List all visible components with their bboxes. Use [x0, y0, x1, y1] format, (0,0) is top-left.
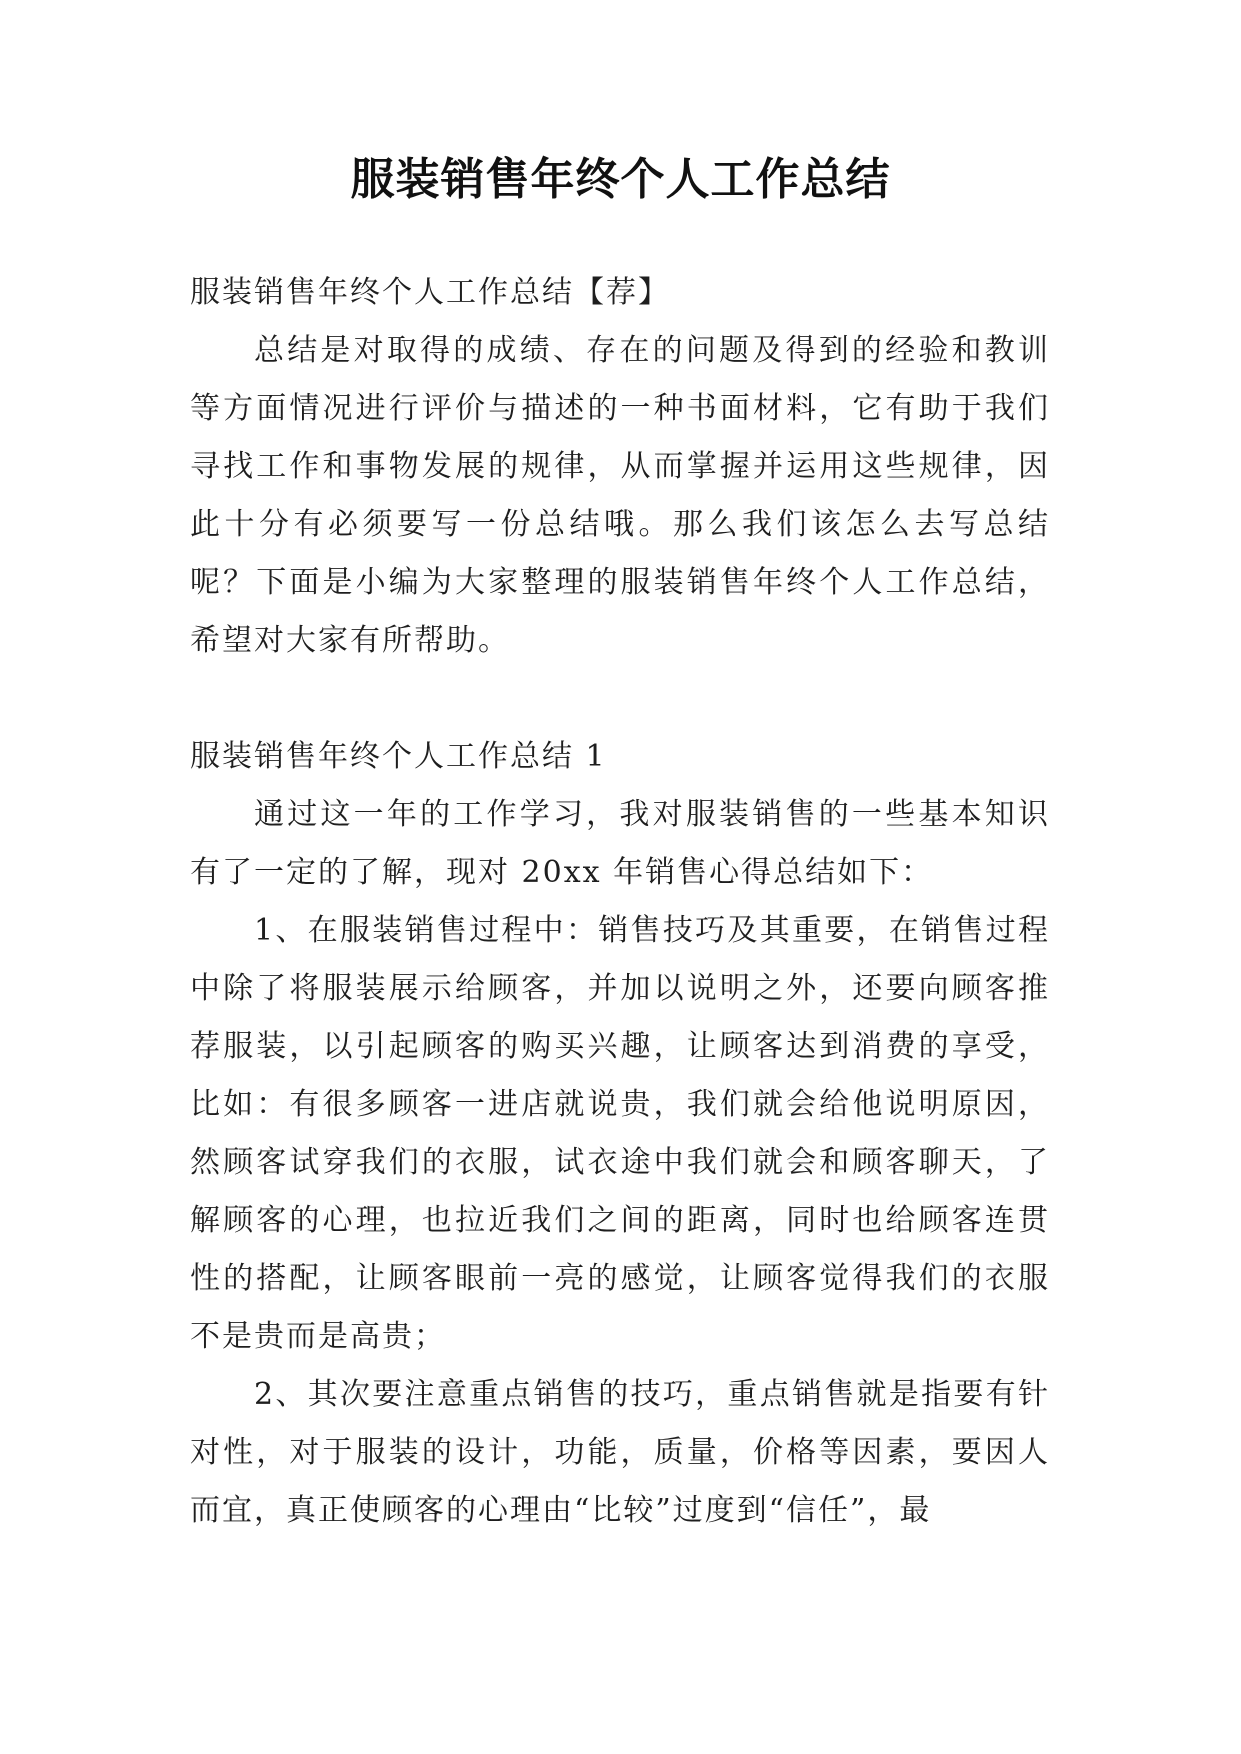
document-body	[190, 264, 1050, 1540]
section-heading: 服装销售年终个人工作总结 1	[190, 739, 607, 774]
body-paragraph-3: 2、其次要注意重点销售的技巧，重点销售就是指要有针对性，对于服装的设计，功能，质量，价格等因素，要因人而宜，真正使顾客的心理由“比较”过度到“信任”，最	[190, 1377, 1050, 1528]
body-paragraph-2: 1、在服装销售过程中：销售技巧及其重要，在销售过程中除了将服装展示给顾客，并加以说明之外，还要向顾客推荐服装，以引起顾客的购买兴趣，让顾客达到消费的享受，比如：有很多顾客一进店就说贵，我们就会给他说明原因，然顾客试穿我们的衣服，试衣途中我们就会和顾客聊天，了解顾客的心理，也拉近我们之间的距离，同时也给顾客连贯性的搭配，让顾客眼前一亮的感觉，让顾客觉得我们的衣服不是贵而是高贵；	[190, 913, 1050, 1354]
paragraph-gap	[190, 670, 1050, 728]
document-subtitle: 服装销售年终个人工作总结【荐】	[190, 275, 670, 310]
intro-paragraph: 总结是对取得的成绩、存在的问题及得到的经验和教训等方面情况进行评价与描述的一种书面材料，它有助于我们寻找工作和事物发展的规律，从而掌握并运用这些规律，因此十分有必须要写一份总结哦。那么我们该怎么去写总结呢？下面是小编为大家整理的服装销售年终个人工作总结，希望对大家有所帮助。	[190, 333, 1050, 658]
body-paragraph-1: 通过这一年的工作学习，我对服装销售的一些基本知识有了一定的了解，现对 20xx 年销售心得总结如下：	[190, 797, 1050, 890]
document-title: 服装销售年终个人工作总结	[350, 154, 891, 205]
